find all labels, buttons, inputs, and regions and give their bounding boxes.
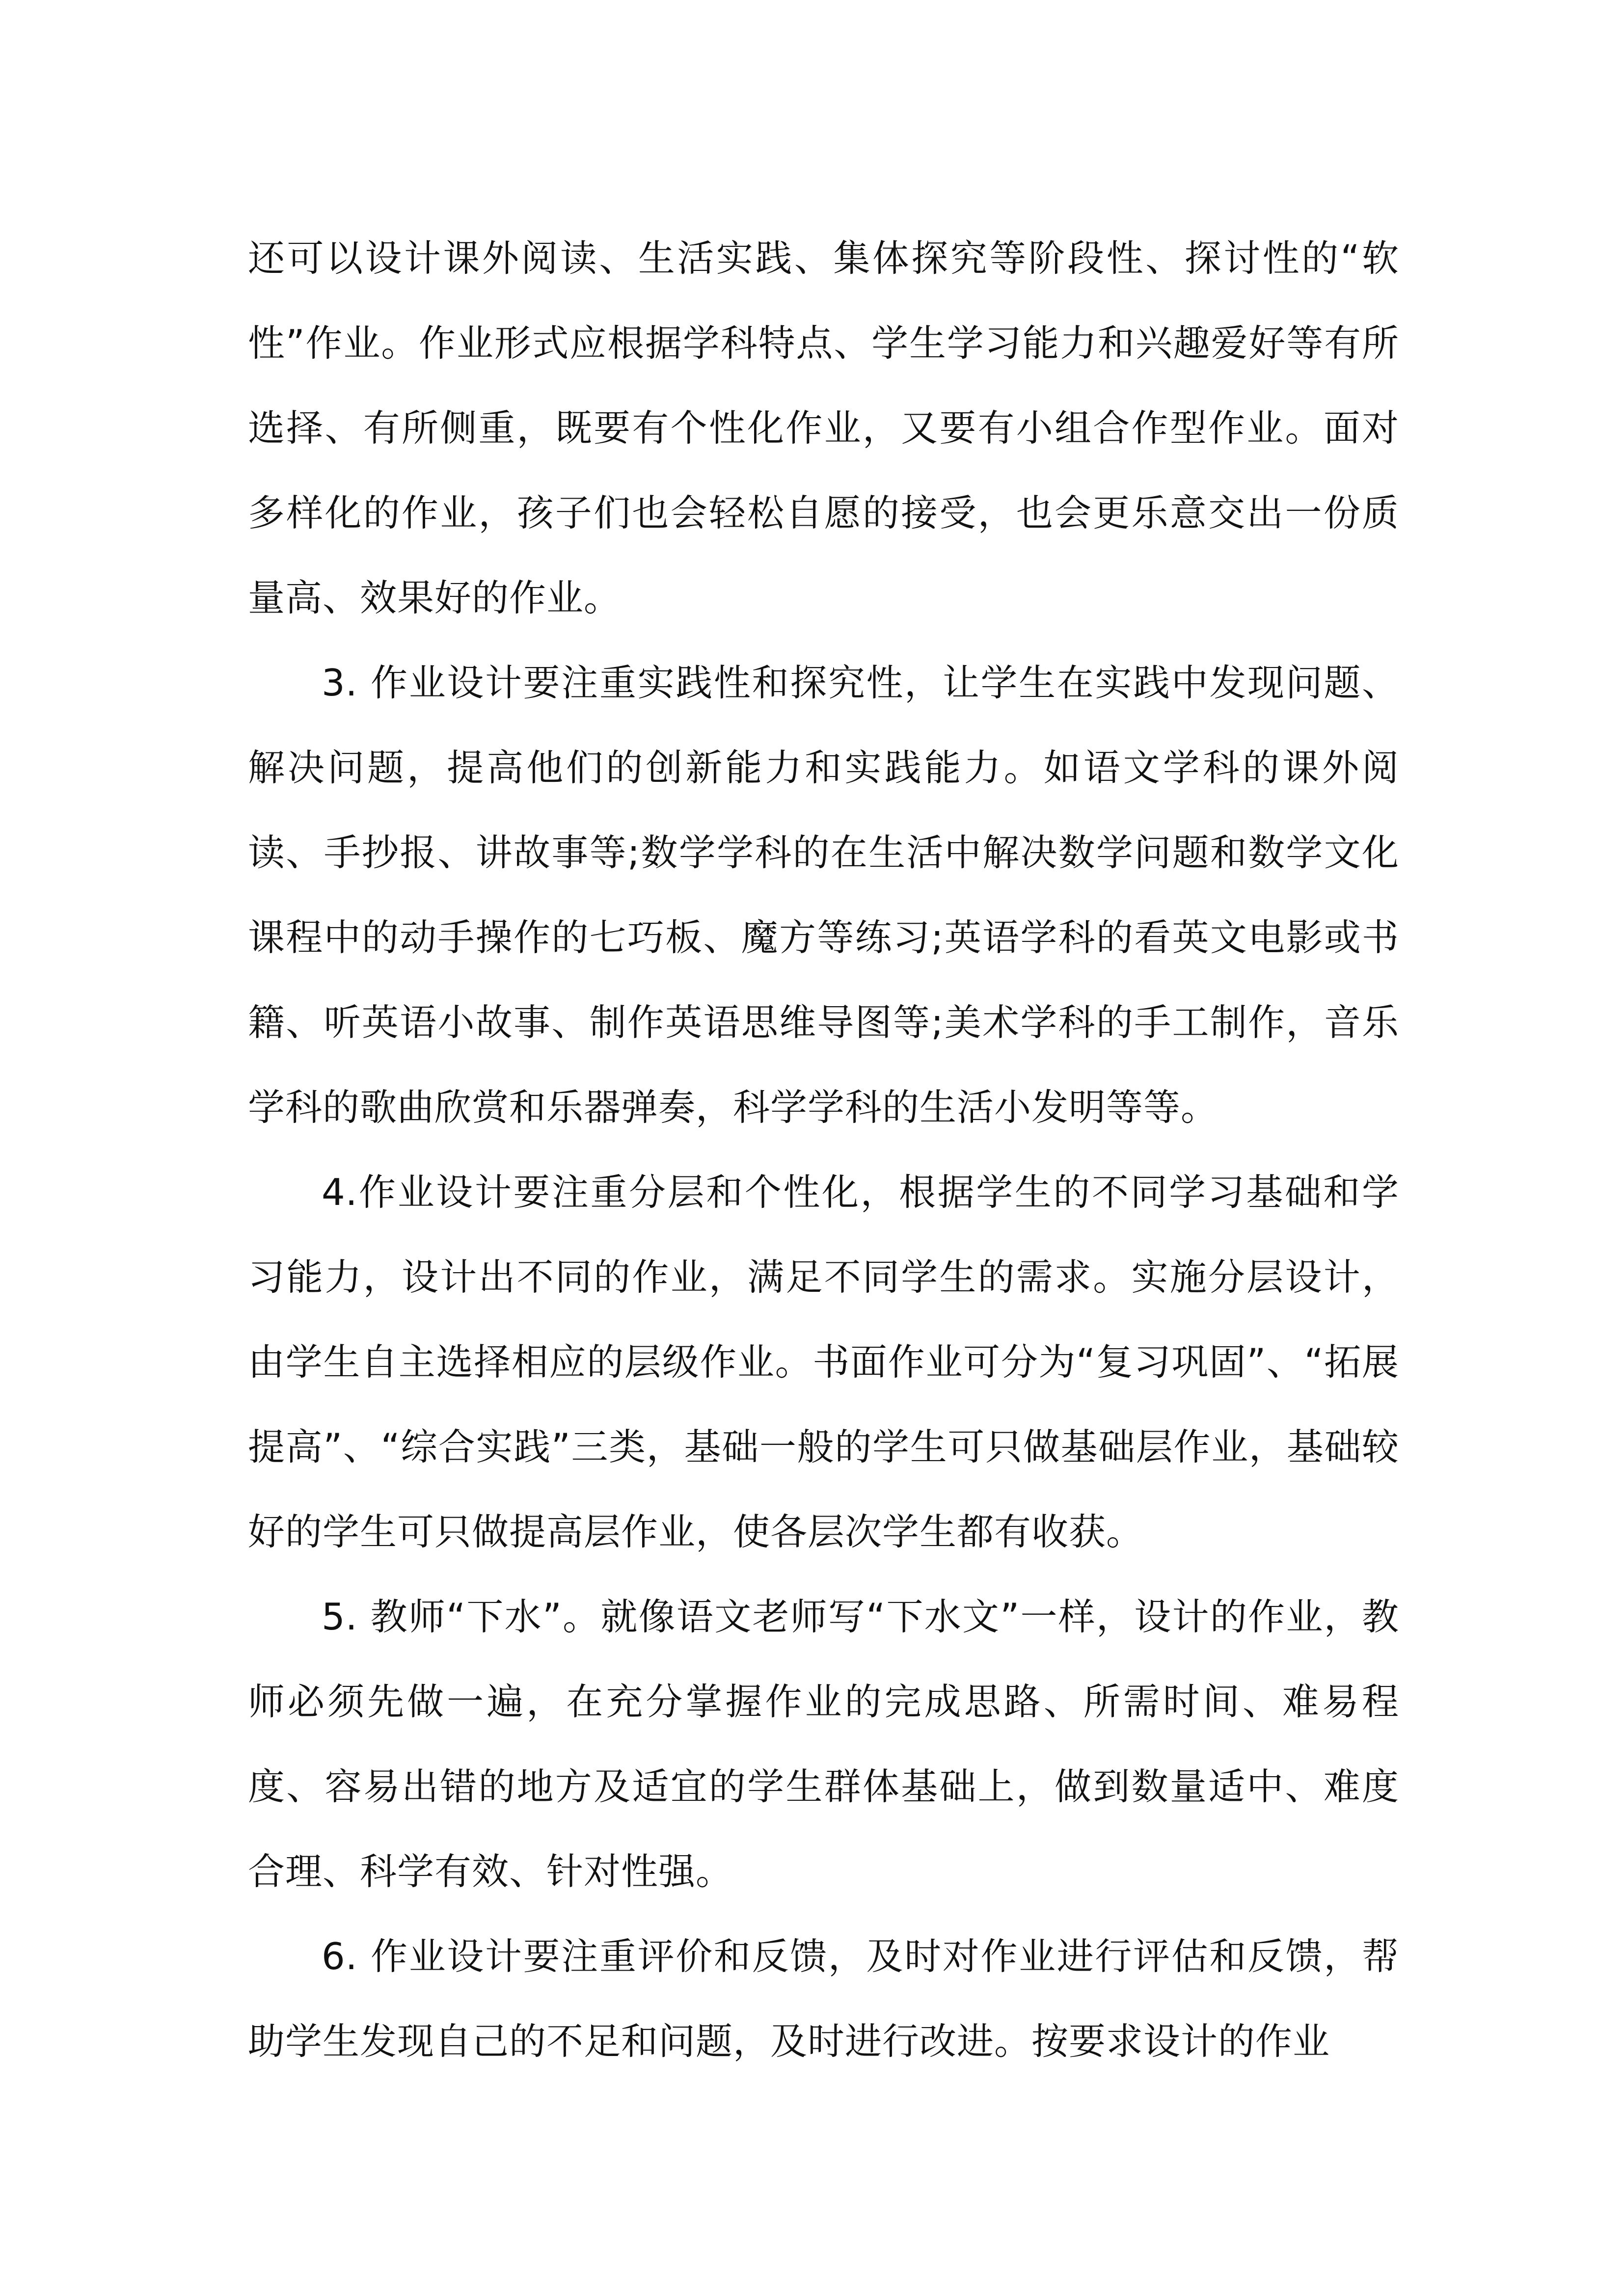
paragraph-item-5: 5. 教师“下水”。就像语文老师写“下水文”一样，设计的作业，教师必须先做一遍，在充分掌握作业的完成思路、所需时间、难易程度、容易出错的地方及适宜的学生群体基础上，做到数量适中、难度合理、科学有效、针对性强。 bbox=[248, 1595, 1399, 1893]
document-body bbox=[248, 216, 1399, 2084]
paragraph-1: 还可以设计课外阅读、生活实践、集体探究等阶段性、探讨性的“软性”作业。作业形式应根据学科特点、学生学习能力和兴趣爱好等有所选择、有所侧重，既要有个性化作业，又要有小组合作型作业。面对多样化的作业，孩子们也会轻松自愿的接受，也会更乐意交出一份质量高、效果好的作业。 bbox=[248, 237, 1399, 619]
paragraph-item-6: 6. 作业设计要注重评价和反馈，及时对作业进行评估和反馈，帮助学生发现自己的不足和问题，及时进行改进。按要求设计的作业 bbox=[248, 1935, 1399, 2063]
paragraph-item-4: 4.作业设计要注重分层和个性化，根据学生的不同学习基础和学习能力，设计出不同的作业，满足不同学生的需求。实施分层设计，由学生自主选择相应的层级作业。书面作业可分为“复习巩固”、“拓展提高”、“综合实践”三类，基础一般的学生可只做基础层作业，基础较好的学生可只做提高层作业，使各层次学生都有收获。 bbox=[248, 1171, 1399, 1553]
paragraph-item-3: 3. 作业设计要注重实践性和探究性，让学生在实践中发现问题、解决问题，提高他们的创新能力和实践能力。如语文学科的课外阅读、手抄报、讲故事等;数学学科的在生活中解决数学问题和数学文化课程中的动手操作的七巧板、魔方等练习;英语学科的看英文电影或书籍、听英语小故事、制作英语思维导图等;美术学科的手工制作，音乐学科的歌曲欣赏和乐器弹奏，科学学科的生活小发明等等。 bbox=[248, 661, 1399, 1129]
